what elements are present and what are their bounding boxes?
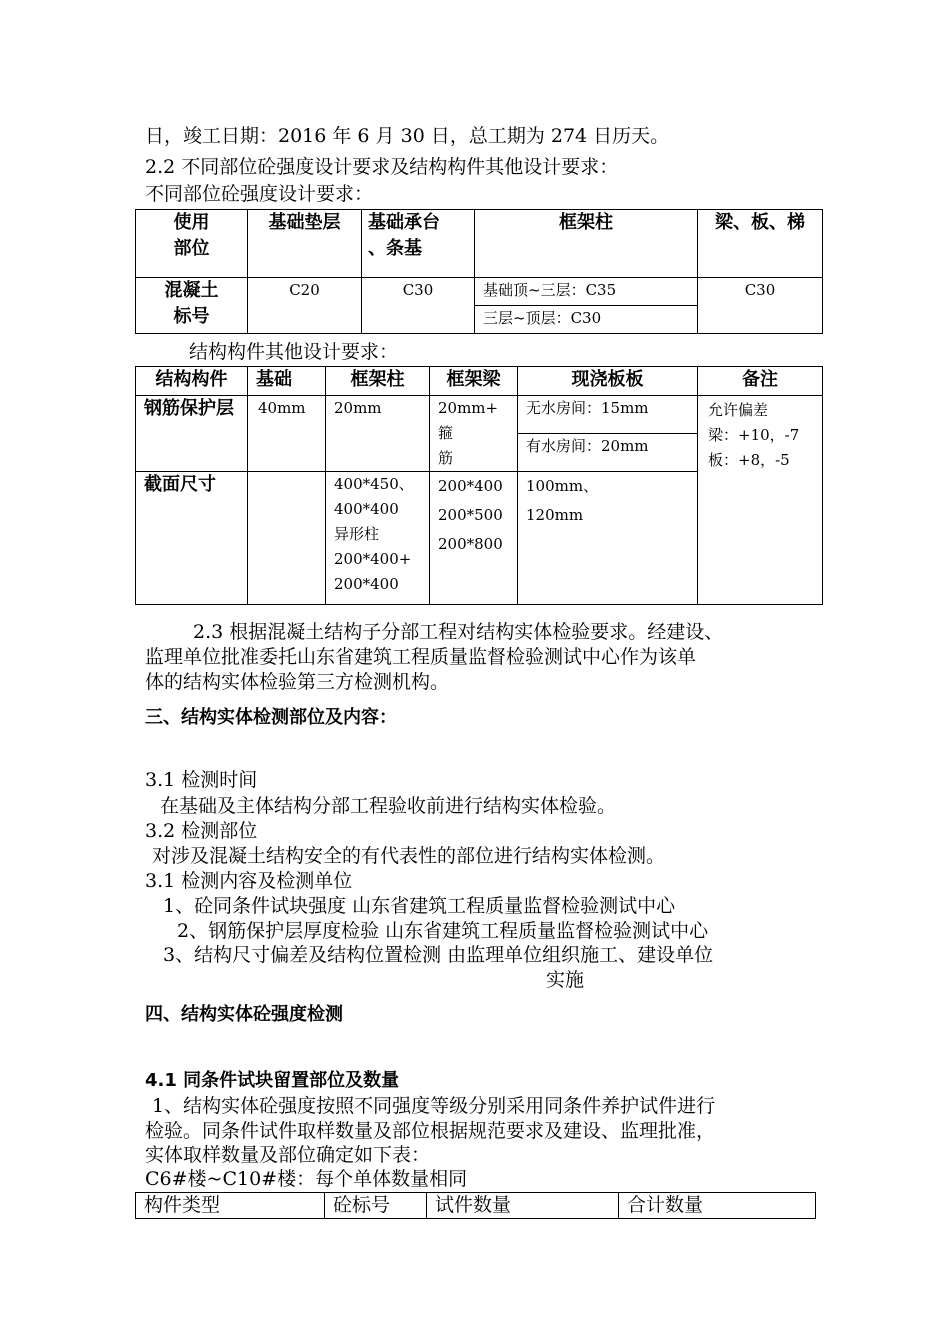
header-beam: 框架梁 <box>430 367 518 396</box>
inspection-item-3-cont: 实施 <box>546 969 585 991</box>
cell-pile-cap-grade: C30 <box>362 278 475 334</box>
subsection-3-1-heading: 3.1 检测时间 <box>145 769 258 791</box>
beam-size-line: 200*500 <box>438 506 503 524</box>
cell-foundation-cover: 40mm <box>248 396 326 472</box>
slab-size-line: 120mm <box>526 506 584 524</box>
header-column: 框架柱 <box>326 367 430 396</box>
header-component: 结构构件 <box>136 367 248 396</box>
remark-tolerance: 允许偏差 <box>708 401 769 419</box>
subsection-3-2-heading: 3.2 检测部位 <box>145 820 258 842</box>
paragraph-4-1-line1: 1、结构实体砼强度按照不同强度等级分别采用同条件养护试件进行 <box>152 1095 716 1117</box>
header-remarks: 备注 <box>698 367 823 396</box>
row-section-size-label: 截面尺寸 <box>136 472 248 605</box>
inspection-item-2: 2、钢筋保护层厚度检验 山东省建筑工程质量监督检验测试中心 <box>177 920 709 942</box>
cell-beam-size <box>430 472 518 605</box>
paragraph-4-1-line2: 检验。同条件试件取样数量及部位根据规范要求及建设、监理批准， <box>145 1120 716 1142</box>
column-size-line: 400*400 <box>334 500 399 518</box>
header-component-type: 构件类型 <box>136 1193 325 1219</box>
header-slab: 现浇板板 <box>518 367 698 396</box>
text-line-completion-date: 日，竣工日期：2016 年 6 月 30 日，总工期为 274 日历天。 <box>145 125 670 147</box>
component-requirements-table <box>135 366 823 605</box>
beam-size-line: 200*400 <box>438 477 503 495</box>
header-beam-slab-stair: 梁、板、梯 <box>698 210 823 278</box>
header-total-count: 合计数量 <box>619 1193 816 1219</box>
cell-beam-cover-line1: 20mm+ 箍 <box>438 399 499 442</box>
header-usage-position <box>136 210 248 278</box>
subsection-3-3-heading: 3.1 检测内容及检测单位 <box>145 870 353 892</box>
header-pile-cap <box>362 210 475 278</box>
row-concrete-grade-label <box>136 278 248 334</box>
section-3-heading: 三、结构实体检测部位及内容： <box>145 707 397 728</box>
cell-remarks <box>698 396 823 605</box>
paragraph-4-1-line3: 实体取样数量及部位确定如下表： <box>145 1144 431 1166</box>
column-size-line: 400*450、 <box>334 475 414 493</box>
cell-beam-cover <box>430 396 518 472</box>
beam-size-line: 200*800 <box>438 535 503 553</box>
cell-slab-cover-wet: 有水房间：20mm <box>518 434 698 472</box>
cell-column-cover: 20mm <box>326 396 430 472</box>
cell-foundation-size <box>248 472 326 605</box>
section-2-2-heading: 2.2 不同部位砼强度设计要求及结构构件其他设计要求： <box>145 156 619 178</box>
cell-slab-size <box>518 472 698 605</box>
header-specimen-count: 试件数量 <box>427 1193 619 1219</box>
subsection-3-1-text: 在基础及主体结构分部工程验收前进行结构实体检验。 <box>160 795 617 817</box>
row-concrete-grade-line2: 标号 <box>173 306 210 327</box>
inspection-item-1: 1、砼同条件试块强度 山东省建筑工程质量监督检验测试中心 <box>163 895 676 917</box>
section-4-heading: 四、结构实体砼强度检测 <box>145 1004 343 1025</box>
concrete-strength-table <box>135 209 823 334</box>
inspection-item-3: 3、结构尺寸偏差及结构位置检测 由监理单位组织施工、建设单位 <box>163 944 714 966</box>
header-pile-cap-line1: 基础承台 <box>368 212 440 233</box>
header-usage-position-line2: 部位 <box>173 238 210 259</box>
header-usage-position-line1: 使用 <box>173 212 210 233</box>
paragraph-2-3-line3: 体的结构实体检验第三方检测机构。 <box>145 671 450 693</box>
subsection-4-1-heading: 4.1 同条件试块留置部位及数量 <box>145 1070 400 1091</box>
column-size-line: 200*400 <box>334 575 399 593</box>
slab-size-line: 100mm、 <box>526 477 599 495</box>
paragraph-2-3-line2: 监理单位批准委托山东省建筑工程质量监督检验测试中心作为该单 <box>145 646 697 668</box>
column-size-line: 200*400+ <box>334 550 412 568</box>
header-frame-column: 框架柱 <box>475 210 698 278</box>
paragraph-2-3-line1: 2.3 根据混凝土结构子分部工程对结构实体检验要求。经建设、 <box>193 621 724 643</box>
sample-quantity-table <box>135 1192 816 1219</box>
cell-beam-grade: C30 <box>698 278 823 334</box>
cell-beam-cover-line2: 筋 <box>438 449 454 467</box>
remark-beam: 梁：+10，-7 <box>708 426 800 444</box>
header-pile-cap-line2: 、条基 <box>368 238 422 259</box>
table2-caption: 结构构件其他设计要求： <box>189 341 399 363</box>
cell-column-size <box>326 472 430 605</box>
cell-slab-cover-dry: 无水房间：15mm <box>518 396 698 434</box>
header-foundation: 基础 <box>248 367 326 396</box>
remark-slab: 板：+8，-5 <box>708 451 790 469</box>
column-size-line: 异形柱 <box>334 525 380 543</box>
header-foundation-cushion: 基础垫层 <box>248 210 362 278</box>
cell-column-grade-lower: 基础顶~三层：C35 <box>475 278 698 306</box>
cell-cushion-grade: C20 <box>248 278 362 334</box>
row-rebar-cover-label: 钢筋保护层 <box>136 396 248 472</box>
table1-caption: 不同部位砼强度设计要求： <box>145 183 374 205</box>
row-concrete-grade-line1: 混凝土 <box>164 280 219 301</box>
cell-column-grade-upper: 三层~顶层：C30 <box>475 306 698 334</box>
header-concrete-grade: 砼标号 <box>325 1193 427 1219</box>
paragraph-4-1-line4: C6#楼~C10#楼：每个单体数量相同 <box>145 1168 468 1190</box>
subsection-3-2-text: 对涉及混凝土结构安全的有代表性的部位进行结构实体检测。 <box>152 845 666 867</box>
